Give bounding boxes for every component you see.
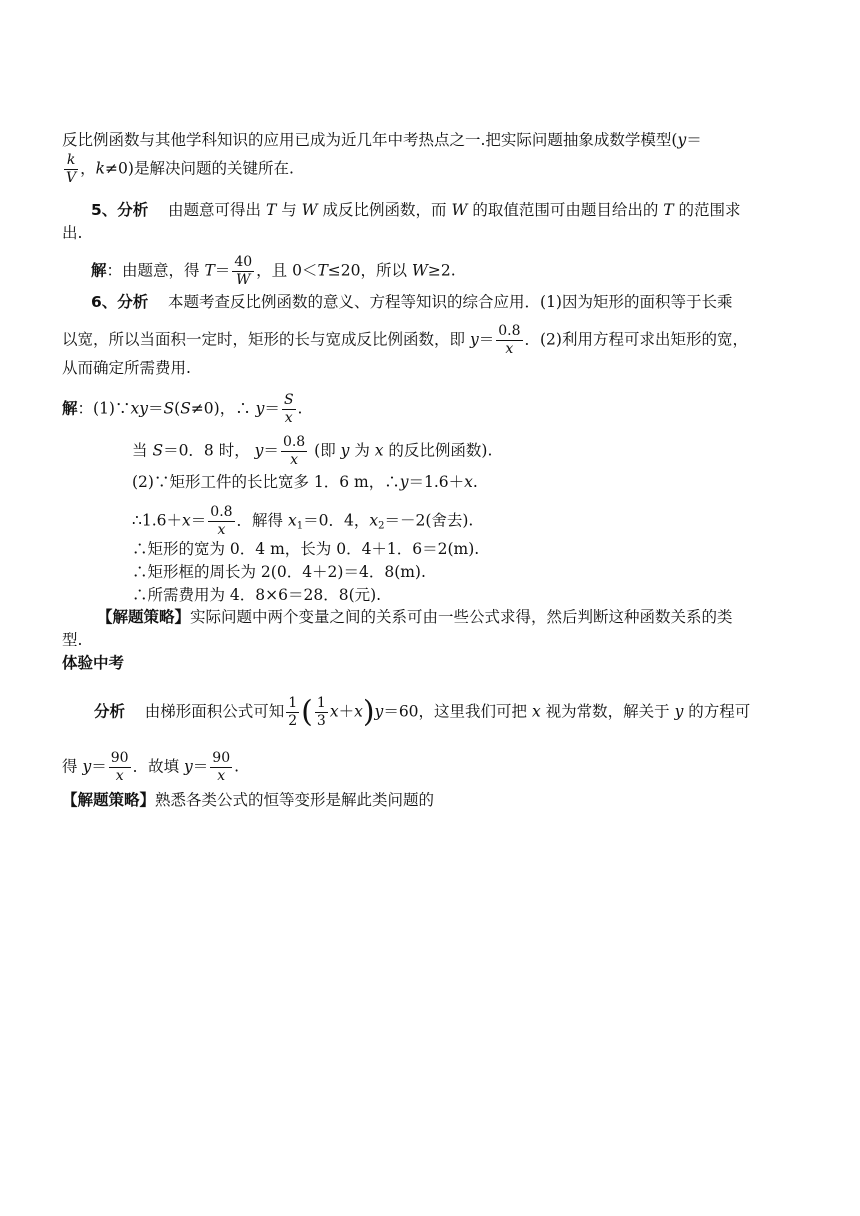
numerator: S	[283, 392, 294, 408]
exam-text: 的方程可	[683, 702, 751, 721]
q6-sol-6	[132, 562, 426, 582]
left-paren: (	[301, 694, 313, 730]
var-W: W	[301, 201, 318, 219]
q6-text: 从而确定所需费用.	[62, 359, 191, 377]
var-y: y	[374, 702, 384, 721]
denominator: x	[290, 452, 299, 468]
q5-sol-text: ，且 0＜	[256, 261, 318, 280]
numerator: 0.8	[498, 323, 521, 339]
q5-label: 5、分析	[91, 201, 149, 219]
right-paren: )	[362, 694, 375, 730]
q6-sol-7	[132, 585, 381, 605]
strategy-text: 型.	[62, 631, 83, 649]
exam-text: .	[234, 757, 240, 776]
var-x: x	[531, 702, 541, 721]
q6-sol-text: ＝－2(舍去).	[384, 511, 474, 530]
solution-label: 解	[62, 399, 78, 418]
q6-line-1	[91, 292, 732, 312]
intro-line-1	[62, 130, 702, 150]
var-xy: xy	[130, 399, 148, 418]
q6-text: 以宽，所以当面积一定时，矩形的长与宽成反比例函数，即	[62, 330, 466, 349]
var-y: y	[254, 441, 264, 460]
q6-sol-5	[132, 539, 479, 559]
fraction-one-half	[286, 695, 299, 730]
q6-sol-text: ∴矩形的宽为 0．4 m，长为 0．4＋1．6＝2(m).	[132, 540, 480, 558]
q6-sol-text: ＝1.6＋	[408, 473, 465, 491]
strategy-label: 【解题策略】	[97, 608, 191, 626]
fraction-90-over-x	[210, 750, 232, 785]
q5-line-1	[91, 200, 741, 220]
q6-strategy-line-2	[62, 630, 82, 650]
q6-sol-text: ∴所需费用为 4．8×6＝28．8(元).	[132, 586, 382, 604]
q5-text: 由题意可得出	[168, 201, 266, 219]
q6-sol-text: ≠0)，∴	[190, 399, 251, 418]
q6-sol-2: 当 S＝0．8 时， y＝ $\frac{0.8}{x}$ (即 y 为 x 的反比例函数).	[132, 434, 493, 468]
denominator: x	[217, 522, 226, 538]
var-x2: x	[369, 511, 379, 530]
fraction-k-over-v	[64, 152, 78, 187]
q6-sol-text: ∴1.6＋	[132, 511, 183, 530]
var-y: y	[674, 702, 684, 721]
var-x: x	[354, 702, 363, 721]
numerator: 90	[110, 750, 129, 766]
exam-text: 视为常数，解关于	[540, 702, 675, 721]
var-y: y	[677, 131, 687, 149]
fraction-40-over-w	[232, 254, 254, 289]
numerator: 1	[316, 695, 326, 711]
q6-sol-text: ：(1)∵	[77, 399, 131, 418]
q6-sol-text: ．解得	[236, 511, 288, 530]
exam-text: 由梯形面积公式可知	[144, 702, 285, 721]
fraction-0.8-over-x	[496, 323, 522, 358]
var-T: T	[265, 201, 277, 219]
q5-text: 与	[276, 201, 302, 219]
q6-sol-4: ∴1.6＋x＝ $\frac{0.8}{x}$ ．解得 $x_1=0$．4，$x_2=-2$(舍去).	[132, 504, 474, 538]
q5-sol-text: ：由题意，得	[106, 261, 205, 280]
numerator: 1	[288, 695, 298, 711]
q6-text: 本题考查反比例函数的意义、方程等知识的综合应用．(1)因为矩形的面积等于长乘	[168, 293, 733, 311]
var-W: W	[451, 201, 468, 219]
q6-label: 6、分析	[91, 293, 149, 311]
q6-sol-text: ＝0．4，	[303, 511, 370, 530]
var-x: x	[464, 473, 473, 491]
var-T: T	[204, 261, 215, 280]
var-W: W	[411, 261, 428, 280]
exam-label: 分析	[94, 702, 126, 721]
exam-line-2: 得 y＝ $\frac{90}{x}$ ．故填 y＝ $\frac{90}{x}$ .	[62, 750, 240, 784]
var-T: T	[663, 201, 674, 219]
numerator: 40	[234, 254, 253, 270]
var-S: S	[152, 441, 164, 460]
q6-sol-text: (即	[314, 441, 341, 460]
q5-text: 成反比例函数，而	[317, 201, 452, 219]
var-y: y	[184, 757, 193, 776]
q6-strategy-line-1	[97, 607, 733, 627]
denominator: x	[115, 768, 124, 784]
q5-sol-text: ≥2.	[427, 261, 456, 280]
var-y: y	[469, 330, 479, 349]
numerator: 0.8	[282, 434, 306, 450]
denominator: x	[217, 768, 226, 784]
var-y: y	[399, 473, 409, 491]
q5-text: 出.	[62, 224, 83, 242]
q6-sol-text: ＝	[147, 399, 164, 418]
exam-text: ．故填	[132, 757, 180, 776]
q6-sol-3	[132, 472, 478, 492]
subscript-2: 2	[378, 520, 385, 532]
q6-sol-text: ∴矩形框的周长为 2(0．4＋2)＝4．8(m).	[132, 563, 426, 581]
q6-sol-1: 解：(1)∵xy＝S(S≠0)，∴ y＝ $\frac{S}{x}$ .	[62, 392, 303, 426]
q6-sol-text: ＝0．8 时，	[163, 441, 250, 460]
solution-label: 解	[91, 261, 107, 280]
fraction-0.8-over-x	[208, 504, 234, 539]
q6-line-3	[62, 358, 191, 378]
q5-solution	[91, 254, 456, 289]
denominator: x	[505, 341, 514, 357]
denominator: x	[284, 410, 293, 426]
var-T: T	[317, 261, 328, 280]
var-S: S	[163, 399, 175, 418]
q5-text: 的取值范围可由题目给出的	[467, 201, 664, 219]
intro-text: 反比例函数与其他学科知识的应用已成为近几年中考热点之一.把实际问题抽象成数学模型(	[62, 131, 678, 149]
exam-text: ，这里我们可把	[418, 702, 532, 721]
var-k: k	[95, 159, 106, 178]
numerator: k	[64, 152, 78, 170]
strategy-text: 熟悉各类公式的恒等变形是解此类问题的	[155, 791, 435, 809]
var-y: y	[340, 441, 350, 460]
fraction-one-third	[315, 695, 328, 730]
strategy-label: 【解题策略】	[62, 791, 156, 809]
denominator: 3	[316, 713, 326, 729]
q6-sol-text: .	[297, 399, 303, 418]
var-x: x	[182, 511, 191, 530]
equals-sign: ＝	[686, 131, 702, 149]
q5-text: 的范围求	[673, 201, 741, 219]
q6-sol-text: 为	[349, 441, 375, 460]
equals-sign: ＝	[214, 261, 231, 280]
subscript-1: 1	[296, 520, 304, 532]
q6-line-2: 以宽，所以当面积一定时，矩形的长与宽成反比例函数，即 y＝ $\frac{0.8}{x}$ ．(2)利用方程可求出矩形的宽，	[62, 323, 748, 357]
var-x: x	[329, 702, 339, 721]
intro-line-2: $\frac{k}{V}$ ，k≠0)是解决问题的关键所在.	[66, 152, 294, 186]
section-heading: 体验中考	[62, 654, 125, 672]
exam-line-1	[94, 695, 750, 730]
q5-line-2	[62, 223, 82, 243]
intro-text-2: ≠0)是解决问题的关键所在.	[105, 159, 294, 178]
denominator: 2	[288, 713, 298, 729]
fraction-90-over-x	[109, 750, 131, 785]
q6-sol-text: (	[174, 399, 181, 418]
q6-sol-text: .	[472, 473, 478, 491]
strategy-text: 实际问题中两个变量之间的关系可由一些公式求得，然后判断这种函数关系的类	[190, 608, 733, 626]
var-x1: x	[287, 511, 297, 530]
var-x: x	[374, 441, 384, 460]
q6-sol-text: (2)∵矩形工件的长比宽多 1．6 m，∴	[132, 473, 400, 491]
q6-text: ．(2)利用方程可求出矩形的宽，	[524, 330, 748, 349]
numerator: 0.8	[210, 504, 233, 520]
fraction-0.8-over-x	[281, 434, 307, 469]
var-y: y	[255, 399, 265, 418]
fraction-s-over-x	[282, 392, 296, 427]
denominator: V	[66, 170, 77, 186]
var-y: y	[82, 757, 92, 776]
denominator: W	[236, 272, 251, 288]
var-S: S	[180, 399, 191, 418]
exam-strategy	[62, 790, 434, 810]
numerator: 90	[212, 750, 231, 766]
plus-sign: ＋	[338, 702, 355, 721]
q6-sol-text: 的反比例函数).	[383, 441, 493, 460]
exam-text: ＝60	[383, 702, 419, 721]
q6-sol-text: 当	[132, 441, 153, 460]
exam-text: 得	[62, 757, 78, 776]
q5-sol-text: ≤20，所以	[327, 261, 412, 280]
